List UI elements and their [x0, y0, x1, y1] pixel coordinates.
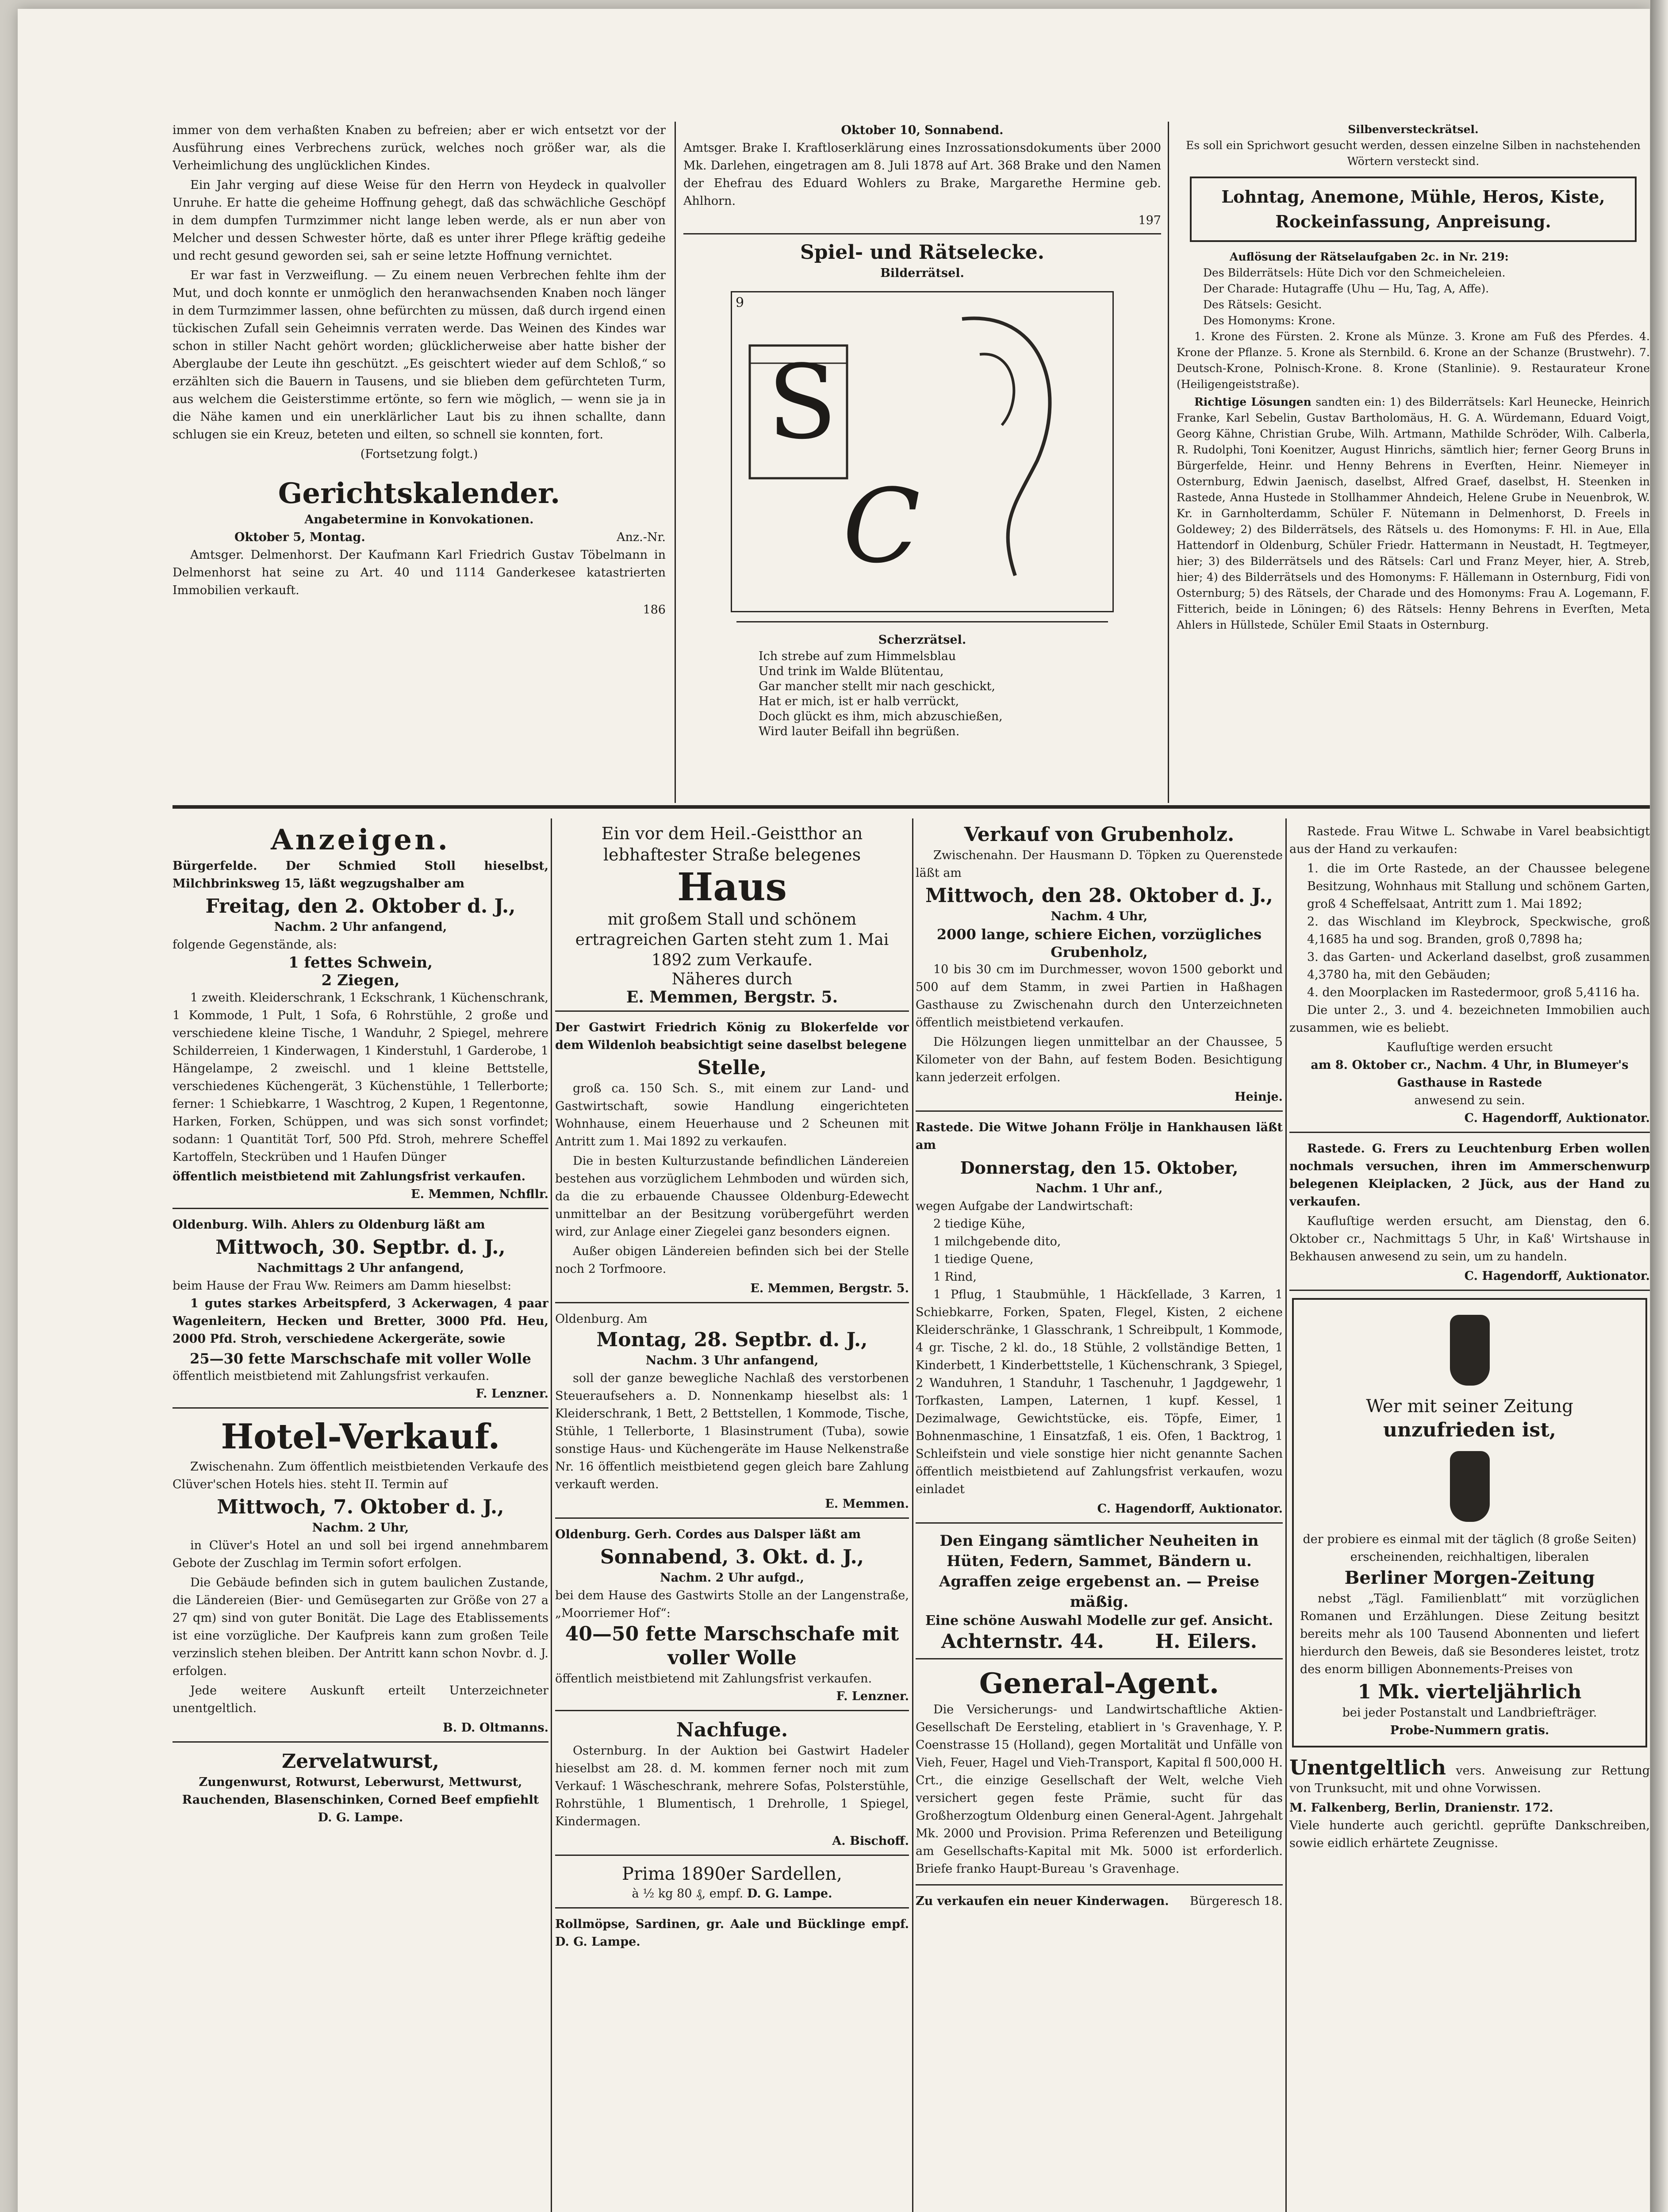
ad-text: bei jeder Postanstalt und Landbriefträger. [1342, 1706, 1597, 1720]
joke-poem [759, 649, 1161, 739]
ad-text: Außer obigen Ländereien befinden sich bei der Stelle noch 2 Torfmoore. [555, 1244, 909, 1276]
ad-time: Nachm. 1 Uhr anf., [1035, 1182, 1163, 1195]
ad-signature: B. D. Oltmanns. [442, 1721, 548, 1735]
ad-title: Zervelatwurst, [282, 1750, 439, 1773]
puzzle-title: Spiel- und Rätselecke. [800, 241, 1045, 264]
ad-signature: E. Memmen, Nchfllr. [411, 1187, 548, 1201]
ad-heading: Der Gastwirt Friedrich König zu Blokerfelde vor dem Wildenloh beabsichtigt seine daselbst belegene [555, 1021, 909, 1052]
syllable-column [1177, 122, 1650, 812]
ad-item: 1. die im Orte Rastede, an der Chaussee belegene Besitzung, Wohnhaus mit Stallung und schönem Garten, groß 4 Scheffelsaat, Antritt zum 1. Mai 1892; [1307, 862, 1650, 911]
ad-date: Mittwoch, 30. Septbr. d. J., [215, 1236, 506, 1259]
ad-text: bei dem Hause des Gastwirts Stolle an der Langenstraße, „Moorriemer Hof“: [555, 1589, 909, 1620]
column-rule [675, 122, 676, 803]
ad-signature: H. Eilers. [1155, 1630, 1258, 1653]
ad-signature: C. Hagendorff, Auktionator. [1097, 1502, 1283, 1516]
ad-signature: E. Memmen, Bergstr. 5. [750, 1282, 909, 1295]
court-title: Gerichtskalender. [278, 477, 560, 510]
ad-signature: F. Lenzner. [836, 1690, 909, 1703]
ad-signature: D. G. Lampe. [318, 1811, 403, 1824]
ad-text: anwesend zu sein. [1414, 1094, 1525, 1107]
ad-item: 1 fettes Schwein, [288, 954, 433, 972]
ad-item: 2 Ziegen, [321, 972, 400, 989]
ad-title: Hotel-Verkauf. [221, 1417, 500, 1457]
ad-item: 1 milchgebende dito, [933, 1235, 1061, 1248]
ad-text: mit großem Stall und schönem ertragreichen Garten steht zum 1. Mai 1892 zum Verkaufe. [575, 910, 889, 969]
ad-title: Nachfuge. [676, 1719, 788, 1741]
pointing-hand-icon [1450, 1315, 1490, 1386]
ad-text: Zu verkaufen ein neuer Kinderwagen. [916, 1894, 1169, 1908]
ad-text: Näheres durch [671, 970, 793, 988]
right-solutions-title: Richtige Lösungen [1194, 396, 1311, 408]
ad-item: 2 tiedige Kühe, [933, 1217, 1025, 1231]
ad-text: Die unter 2., 3. und 4. bezeichneten Immobilien auch zusammen, wie es beliebt. [1289, 1003, 1650, 1035]
ad-heading: Ein vor dem Heil.-Geistthor an lebhaftester Straße belegenes [601, 824, 863, 864]
ad-time: Nachm. 2 Uhr, [312, 1521, 409, 1535]
syllable-title: Silbenversteckrätsel. [1348, 123, 1479, 136]
ad-item: 3. das Garten- und Ackerland daselbst, groß zusammen 4,3780 ha, mit den Gebäuden; [1307, 950, 1650, 982]
solution-line: Des Homonyms: Krone. [1203, 314, 1335, 327]
ad-text: Den Eingang sämtlicher Neuheiten in Hüten, Federn, Sammet, Bändern u. Agraffen zeige ergebenst an. — Preise mäßig. [939, 1532, 1260, 1611]
ad-time: Nachmittags 2 Uhr anfangend, [257, 1261, 464, 1275]
continuation-note: (Fortsetzung folgt.) [360, 447, 478, 461]
ad-text: Zungenwurst, Rotwurst, Leberwurst, Mettwurst, Rauchenden, Blasenschinken, Corned Beef empfiehlt [182, 1775, 539, 1807]
ad-text: folgende Gegenstände, als: [173, 938, 337, 952]
poem-line: Ich strebe auf zum Himmelsblau [759, 649, 956, 663]
pointing-hand-icon [1450, 1451, 1490, 1522]
ad-date: Sonnabend, 3. Okt. d. J., [600, 1546, 864, 1568]
ad-text: Osternburg. In der Auktion bei Gastwirt Hadeler hieselbst am 28. d. M. kommen ferner noch mit zum Verkauf: 1 Wäscheschrank, mehrere Sofas, Polsterstühle, Rohrstühle, 1 Blumentisch, 1 Drehrolle, 1 Spiegel, Kindermagen. [555, 1744, 909, 1828]
court-entry: Amtsger. Brake I. Kraftloserklärung eines Inzrossationsdokuments über 2000 Mk. Darlehen, eingetragen am 8. Juli 1878 auf Art. 368 Brake und den Namen der Ehefrau des Eduard Wohlers zu Brake, Margarethe Hermine geb. Ahlhorn. [683, 141, 1161, 208]
ad-text: Rollmöpse, Sardinen, gr. Aale und Bücklinge empf. [555, 1917, 909, 1931]
ad-time: Nachm. 2 Uhr anfangend, [274, 920, 447, 934]
ad-text: öffentlich meistbietend mit Zahlungsfrist verkaufen. [173, 1369, 490, 1383]
syllable-intro: Es soll ein Sprichwort gesucht werden, dessen einzelne Silben in nachstehenden Wörtern versteckt sind. [1186, 139, 1641, 168]
ad-signature: E. Memmen, Bergstr. 5. [626, 988, 838, 1006]
joke-title: Scherzrätsel. [878, 633, 966, 647]
ad-text: 2000 lange, schiere Eichen, vorzügliches Grubenholz, [936, 926, 1262, 960]
ad-text: Die Hölzungen liegen unmittelbar an der Chaussee, 5 Kilometer von der Bahn, auf festem Boden. Besichtigung kann jederzeit erfolgen. [916, 1035, 1283, 1084]
ad-text: Zwischenahn. Zum öffentlich meistbietenden Verkaufe des Clüver'schen Hotels hies. steht II. Termin auf [173, 1460, 548, 1491]
ad-text: Kaufluſtige werden ersucht, am Dienstag, den 6. Oktober cr., Nachmittags 5 Uhr, in Kaß' Wirtshause in Bekhausen anwesend zu sein, um zu handeln. [1289, 1214, 1650, 1263]
ad-title: 1 Mk. vierteljährlich [1357, 1681, 1582, 1703]
court-date-1: Oktober 5, Montag. [234, 530, 365, 544]
court-subtitle: Angabetermine in Konvokationen. [304, 513, 534, 526]
ad-date: Freitag, den 2. Oktober d. J., [205, 895, 516, 918]
ad-date: Mittwoch, den 28. Oktober d. J., [925, 884, 1273, 907]
ad-title: 40—50 fette Marschschafe mit voller Wolle [565, 1623, 899, 1669]
ad-text: Die Versicherungs- und Landwirtschaftliche Aktien-Gesellschaft De Eersteling, etabliert in 's Gravenhage, Y. P. Coenstrasse 15 (Holland), gegen Mortalität und Unfälle von Vieh, Feuer, Hagel und Vieh-Transport, Kapital fl 500,000 H. Crt., die einzige Gesellschaft der Welt, welche Vieh versichert gegen feste Prämie, sucht für das Großherzogtum Oldenburg einen General-Agent. Jahrgehalt Mk. 2000 und Provision. Prima Referenzen und Beteiligung am Gesellschafts-Kapital mit Mk. 5000 ist erforderlich. Briefe franko Haupt-Bureau 's Gravenhage. [916, 1703, 1283, 1876]
puzzle-letter-s: S [767, 344, 837, 462]
ad-heading: Rastede. Die Witwe Johann Frölje in Hankhausen läßt am [916, 1121, 1283, 1152]
ad-text: wegen Aufgabe der Landwirtschaft: [916, 1199, 1133, 1213]
ad-title: Prima 1890er Sardellen, [621, 1864, 842, 1884]
story-column [173, 122, 666, 812]
story-para: Ein Jahr verging auf diese Weise für den Herrn von Heydeck in qualvoller Unruhe. Er hatte die geheime Hoffnung gehegt, daß das schwächliche Geschöpf in dem dumpfen Turmzimmer nicht lange leben werde, als er nun aber von Melcher und dessen Schwester hörte, daß es unter ihrer Pflege kräftig gedeihe und recht gesund geworden sei, sah er seine letzte Hoffnung vernichtet. [173, 178, 666, 263]
ad-title: Verkauf von Grubenholz. [964, 823, 1235, 846]
ads-column-1 [173, 823, 548, 2212]
ad-text: vers. Anweisung zur Rettung von Trunksucht, mit und ohne Vorwissen. [1289, 1764, 1650, 1795]
ads-title: Anzeigen. [271, 823, 450, 856]
court-entry: Amtsger. Delmenhorst. Der Kaufmann Karl Friedrich Gustav Töbelmann in Delmenhorst hat seine zu Art. 40 und 1114 Ganderkesee katastrierten Immobilien verkauft. [173, 548, 666, 597]
column-rule [1285, 818, 1287, 2212]
ad-text: Viele hunderte auch gerichtl. geprüfte Dankschreiben, sowie eidlich erhärtete Zeugnisse. [1289, 1819, 1650, 1850]
ad-text: Probe-Nummern gratis. [1390, 1724, 1549, 1737]
ad-title: Unentgeltlich [1289, 1755, 1446, 1779]
ad-time: Nachm. 4 Uhr, [1051, 910, 1148, 923]
ad-signature: Heinje. [1235, 1090, 1283, 1104]
newspaper-ad-box [1292, 1298, 1647, 1747]
puzzle-letter-c: C [843, 468, 920, 586]
ad-heading: Zwischenahn. Der Hausmann D. Töpken zu Querenstede läßt am [916, 849, 1283, 880]
ad-text: Rastede. G. Frers zu Leuchtenburg Erben wollen nochmals versuchen, ihren im Ammerschenwurp belegenen Kleiplacken, 2 Jück, aus der Hand zu verkaufen. [1289, 1142, 1650, 1209]
ad-date: Montag, 28. Septbr. d. J., [596, 1329, 868, 1351]
newspaper-page [18, 9, 1650, 2212]
ad-title: Haus [677, 865, 787, 910]
ad-text: 1 gutes starkes Arbeitspferd, 3 Ackerwagen, 4 paar Wagenleitern, Hecken und Bretter, 3000 Pfd. Heu, 2000 Pfd. Stroh, verschiedene Ackergeräte, sowie [173, 1297, 548, 1346]
ad-text: groß ca. 150 Sch. S., mit einem zur Land- und Gastwirtschaft, sowie Handlung eingerichteten Wohnhause, einem Heuerhause und 2 Scheunen mit Antritt zum 1. Mai 1892 zu verkaufen. [555, 1082, 909, 1148]
poem-line: Wird lauter Beifall ihn begrüßen. [759, 725, 960, 738]
puzzle-column [683, 122, 1161, 812]
solution-line: 1. Krone des Fürsten. 2. Krone als Münze. 3. Krone am Fuß des Pferdes. 4. Krone der Pflanze. 5. Krone als Sternbild. 6. Krone an der Schanze (Brustwehr). 7. Deutsch-Krone, Polnisch-Krone. 8. Krone (Stanlinie). 9. Restaurateur Krone (Heiligengeiststraße). [1177, 330, 1650, 391]
ad-text: beim Hause der Frau Ww. Reimers am Damm hieselbst: [173, 1279, 512, 1293]
ad-signature: D. G. Lampe. [555, 1935, 640, 1949]
ad-date: Mittwoch, 7. Oktober d. J., [217, 1496, 504, 1518]
poem-line: Doch glückt es ihm, mich abzuschießen, [759, 710, 1003, 723]
ad-text: 1 zweith. Kleiderschrank, 1 Eckschrank, 1 Küchenschrank, 1 Kommode, 1 Pult, 1 Sofa, 6 Rohrstühle, 2 große und verschiedene kleine Tische, 1 Wanduhr, 2 Spiegel, mehrere Schilderreien, 1 Kinderwagen, 1 Kinderstuhl, 1 Garderobe, 1 Hängelampe, 2 zweischl. und 1 kleine Bettstelle, verschiedenes Küchengerät, 3 Küchenstühle, 1 Tellerborte; ferner: 1 Schiebkarre, 1 Waschtrog, 2 Kupen, 1 Regentonne, Harken, Forken, Schüppen, und was sich sonst vorfindet; sodann: 1 Quantität Torf, 500 Pfd. Stroh, mehrere Scheffel Kartoffeln, Steckrüben und 1 Haufen Dünger [173, 991, 548, 1164]
ad-item: 2. das Wischland im Kleybrock, Speckwische, groß 4,1685 ha und sog. Branden, groß 0,7898 ha; [1307, 915, 1650, 946]
ad-signature: C. Hagendorff, Auktionator. [1464, 1111, 1650, 1125]
court-number: 197 [1138, 214, 1161, 227]
ad-address: Achternstr. 44. [941, 1630, 1104, 1653]
ad-text: Jede weitere Auskunft erteilt Unterzeichneter unentgeltlich. [173, 1684, 548, 1715]
ad-text: à ½ kg 80 ₰, empf. [632, 1887, 744, 1901]
syllable-words: Lohntag, Anemone, Mühle, Heros, Kiste, Rockeinfassung, Anpreisung. [1190, 177, 1637, 242]
ad-title: Berliner Morgen-Zeitung [1344, 1567, 1595, 1588]
ad-time: Nachm. 3 Uhr anfangend, [645, 1354, 819, 1367]
ad-text: am 8. Oktober cr., Nachm. 4 Uhr, in Blumeyer's Gasthause in Rastede [1311, 1058, 1629, 1090]
ad-text: öffentlich meistbietend mit Zahlungsfrist verkaufen. [173, 1170, 526, 1183]
ad-item: 1 tiedige Quene, [933, 1252, 1034, 1266]
court-date-2: Oktober 10, Sonnabend. [841, 123, 1004, 137]
poem-line: Hat er mich, ist er halb verrückt, [759, 695, 959, 708]
picture-puzzle-number: 9 [736, 295, 744, 311]
ad-text: soll der ganze bewegliche Nachlaß des verstorbenen Steueraufsehers a. D. Nonnenkamp hieselbst als: 1 Kleiderschrank, 1 Bett, 2 Bettstellen, 1 Kommode, Tische, Stühle, 1 Tellerborte, 1 Blasinstrument (Tuba), sowie sonstige Haus- und Küchengeräte im Hause Nelkenstraße Nr. 16 öffentlich meistbietend gegen gleich bare Zahlung verkauft werden. [555, 1371, 909, 1491]
ad-item: 1 Rind, [933, 1270, 977, 1284]
ad-text: 1 Pflug, 1 Staubmühle, 1 Häckſellade, 3 Karren, 1 Schiebkarre, Forken, Spaten, Flegel, Kisten, 2 eichene Kleiderschränke, 1 Glasschrank, 1 Schreibpult, 1 Kommode, 4 gr. Tische, 2 kl. do., 18 Stühle, 2 vollständige Betten, 1 Kinderbett, 1 Kinderbettstelle, 1 Küchenschrank, 3 Spiegel, 2 Wanduhren, 1 Standuhr, 1 Taschenuhr, 1 Jagdgewehr, 1 Torfkasten, Lampen, Laternen, 1 kupf. Kessel, 1 Dezimalwage, Gewichtstücke, eis. Töpfe, Eimer, 1 Bohnenmaschine, 1 Einsatzfaß, 1 eis. Ofen, 1 Backtrog, 1 Schleifstein und viele sonstige hier nicht genannte Sachen öffentlich meistbietend auf Zahlungsfrist verkaufen, wozu einladet [916, 1288, 1283, 1496]
ad-heading: Oldenburg. Wilh. Ahlers zu Oldenburg läßt am [173, 1218, 485, 1232]
solution-line: Des Rätsels: Gesicht. [1203, 298, 1322, 311]
column-rule [912, 818, 913, 2212]
solution-title: Auflösung der Rätselaufgaben 2c. in Nr. 219: [1230, 250, 1509, 263]
story-para: Er war fast in Verzweiflung. — Zu einem neuen Verbrechen fehlte ihm der Mut, und doch konnte er unmöglich den heranwachsenden Knaben noch länger in dem Turmzimmer lassen, ohne befürchten zu müssen, daß durch irgend einen tückischen Zufall sein Geheimnis verraten werde. Das Weinen des Kindes war schon in stiller Nacht gehört worden; glücklicherweise aber hatte bisher der Aberglaube der Leute ihn geschützt. „Es geischtert wieder auf dem Schloß,“ so erzählten sich die Bauern in Tausens, und sie blieben dem gefürchteten Turm, aus welchem die Geisterstimme ertönte, so fern wie möglich, — wenn sie ja in die Nähe kamen und ein unerklärlicher Laut bis zu ihnen schallte, dann schlugen sie ein Kreuz, beteten und eilten, so schnell sie konnten, fort. [173, 269, 666, 442]
ads-column-4 [1289, 823, 1650, 2212]
ad-signature: C. Hagendorff, Auktionator. [1464, 1269, 1650, 1283]
ad-time: Nachm. 2 Uhr aufgd., [660, 1571, 804, 1585]
page-edge [1650, 0, 1668, 2212]
ad-signature: M. Falkenberg, Berlin, Dranienstr. 172. [1289, 1801, 1553, 1815]
ad-signature: D. G. Lampe. [747, 1887, 832, 1901]
story-para: immer von dem verhaßten Knaben zu befreien; aber er wich entsetzt vor der Ausführung eines Verbrechens zurück, welches noch größer war, als die Verheimlichung des unglücklichen Kindes. [173, 123, 666, 173]
right-solutions-text: sandten ein: 1) des Bilderrätsels: Karl Heunecke, Heinrich Franke, Karl Sebelin, Gustav Bartholomäus, H. G. A. Würdemann, Eduard Voigt, Georg Kähne, Christian Grube, Wilh. Artmann, Mathilde Schröder, Wilh. Calberla, R. Rudolphi, Toni Koenitzer, August Hinrichs, sämtlich hier; ferner Georg Bruns in Bürgerfelde, Heinr. und Henny Behrens in Everſten, Heinr. Niemeyer in Osternburg, Edwin Jaenisch, daselbst, Alfred Graef, daselbst, H. Steenken in Rastede, Anna Hustede in Stollhammer Ahndeich, Helene Grube in Neuenbrok, W. Kr. in Garnholterdamm, Schüler F. Nütemann in Delmenhorst, D. Freels in Goldewey; 2) des Bilderrätsels, des Rätsels u. des Homonyms: F. Hl. in Aue, Ella Hattendorf in Oldenburg, Schüler Friedr. Hattermann in Neustadt, H. Tegtmeyer, hier; 3) des Bilderrätsels und des Rätsels: Carl und Franz Meyer, hier, A. Streb, hier; 4) des Bilderrätsels und des Homonyms: F. Hällemann in Osternburg, Fidi von Osternburg; 5) des Rätsels, der Charade und des Homonyms: Frau A. Logemann, F. Fitterich, beide in Löningen; 6) des Rätsels: Henny Behrens in Everſten, Meta Ahlers in Hüllstede, Schüler Emil Staats in Osternburg. [1177, 396, 1650, 631]
ads-column-3 [916, 823, 1283, 2212]
solution-line: Des Bilderrätsels: Hüte Dich vor den Schmeicheleien. [1203, 266, 1506, 279]
ad-title: Stelle, [697, 1056, 767, 1079]
court-anz-label: Anz.-Nr. [617, 530, 666, 544]
ad-text: Eine schöne Auswahl Modelle zur gef. Ansicht. [925, 1613, 1273, 1628]
ad-heading: Oldenburg. Am [555, 1312, 648, 1326]
ad-text: Kaufluſtige werden ersucht [1386, 1041, 1553, 1054]
ad-signature: E. Memmen. [825, 1497, 909, 1511]
ad-text: nebst „Tägl. Familienblatt“ mit vorzüglichen Romanen und Erzählungen. Diese Zeitung besitzt bereits mehr als 100 Tausend Abonnenten und liefert hierdurch den Beweis, daß sie Besonderes leistet, trotz des enorm billigen Abonnements-Preises von [1300, 1592, 1639, 1676]
ad-text: öffentlich meistbietend mit Zahlungsfrist verkaufen. [555, 1672, 872, 1686]
ad-heading: Rastede. Frau Witwe L. Schwabe in Varel beabsichtigt aus der Hand zu verkaufen: [1289, 825, 1650, 856]
ad-text: Die Gebäude befinden sich in gutem baulichen Zustande, die Ländereien (Bier- und Gemüsegarten zur Größe von 27 a 27 qm) sind von guter Bonität. Die Lage des Etablissements ist eine vorzügliche. Der Kaufpreis kann zum großen Teile verzinslich stehen bleiben. Der Antritt kann schon Novbr. d. J. erfolgen. [173, 1576, 548, 1678]
column-rule [551, 818, 552, 2212]
section-rule [173, 805, 1650, 809]
ads-column-2 [555, 823, 909, 2212]
ad-heading: Bürgerfelde. Der Schmied Stoll hieselbst, Milchbrinksweg 15, läßt wegzugshalber am [173, 859, 548, 891]
ad-item: 4. den Moorplacken im Rastedermoor, groß 5,4116 ha. [1307, 986, 1640, 999]
solution-line: Der Charade: Hutagraffe (Uhu — Hu, Tag, A, Affe). [1203, 282, 1489, 295]
picture-puzzle-title: Bilderrätsel. [880, 266, 964, 280]
poem-line: Gar mancher stellt mir nach geschickt, [759, 680, 996, 693]
ad-item: 25—30 fette Marschschafe mit voller Wolle [190, 1350, 531, 1367]
column-rule [1168, 122, 1169, 803]
ad-text: Die in besten Kulturzustande befindlichen Ländereien bestehen aus vorzüglichem Lehmboden und würden sich, da die zu erbauende Chaussee Oldenburg-Edewecht unmittelbar an der Besitzung vorübergeführt werden wird, zur Anlage einer Ziegelei ganz besonders eignen. [555, 1154, 909, 1239]
court-number: 186 [643, 603, 666, 617]
poem-line: Und trink im Walde Blütentau, [759, 664, 944, 678]
ad-title: General-Agent. [979, 1667, 1219, 1700]
ad-text: Wer mit seiner Zeitung [1366, 1396, 1573, 1417]
ad-title: unzufrieden ist, [1383, 1419, 1556, 1441]
ad-date: Donnerstag, den 15. Oktober, [960, 1158, 1239, 1178]
picture-puzzle-image [731, 291, 1114, 612]
ad-signature: F. Lenzner. [475, 1387, 548, 1401]
ad-text: in Clüver's Hotel an und soll bei irgend annehmbarem Gebote der Zuschlag im Termin sofort erfolgen. [173, 1539, 548, 1570]
ad-signature: A. Bischoff. [832, 1834, 909, 1848]
ad-text: 10 bis 30 cm im Durchmesser, wovon 1500 geborkt und 500 auf dem Stamm, in zwei Partien in Haßhagen Gasthause zu Zwischenahn durch den Unterzeichneten öffentlich meistbietend verkaufen. [916, 963, 1283, 1029]
ad-text: der probiere es einmal mit der täglich (8 große Seiten) erscheinenden, reichhaltigen, liberalen [1303, 1532, 1637, 1564]
ad-address: Bürgeresch 18. [1189, 1894, 1283, 1908]
ad-heading: Oldenburg. Gerh. Cordes aus Dalsper läßt am [555, 1528, 861, 1541]
